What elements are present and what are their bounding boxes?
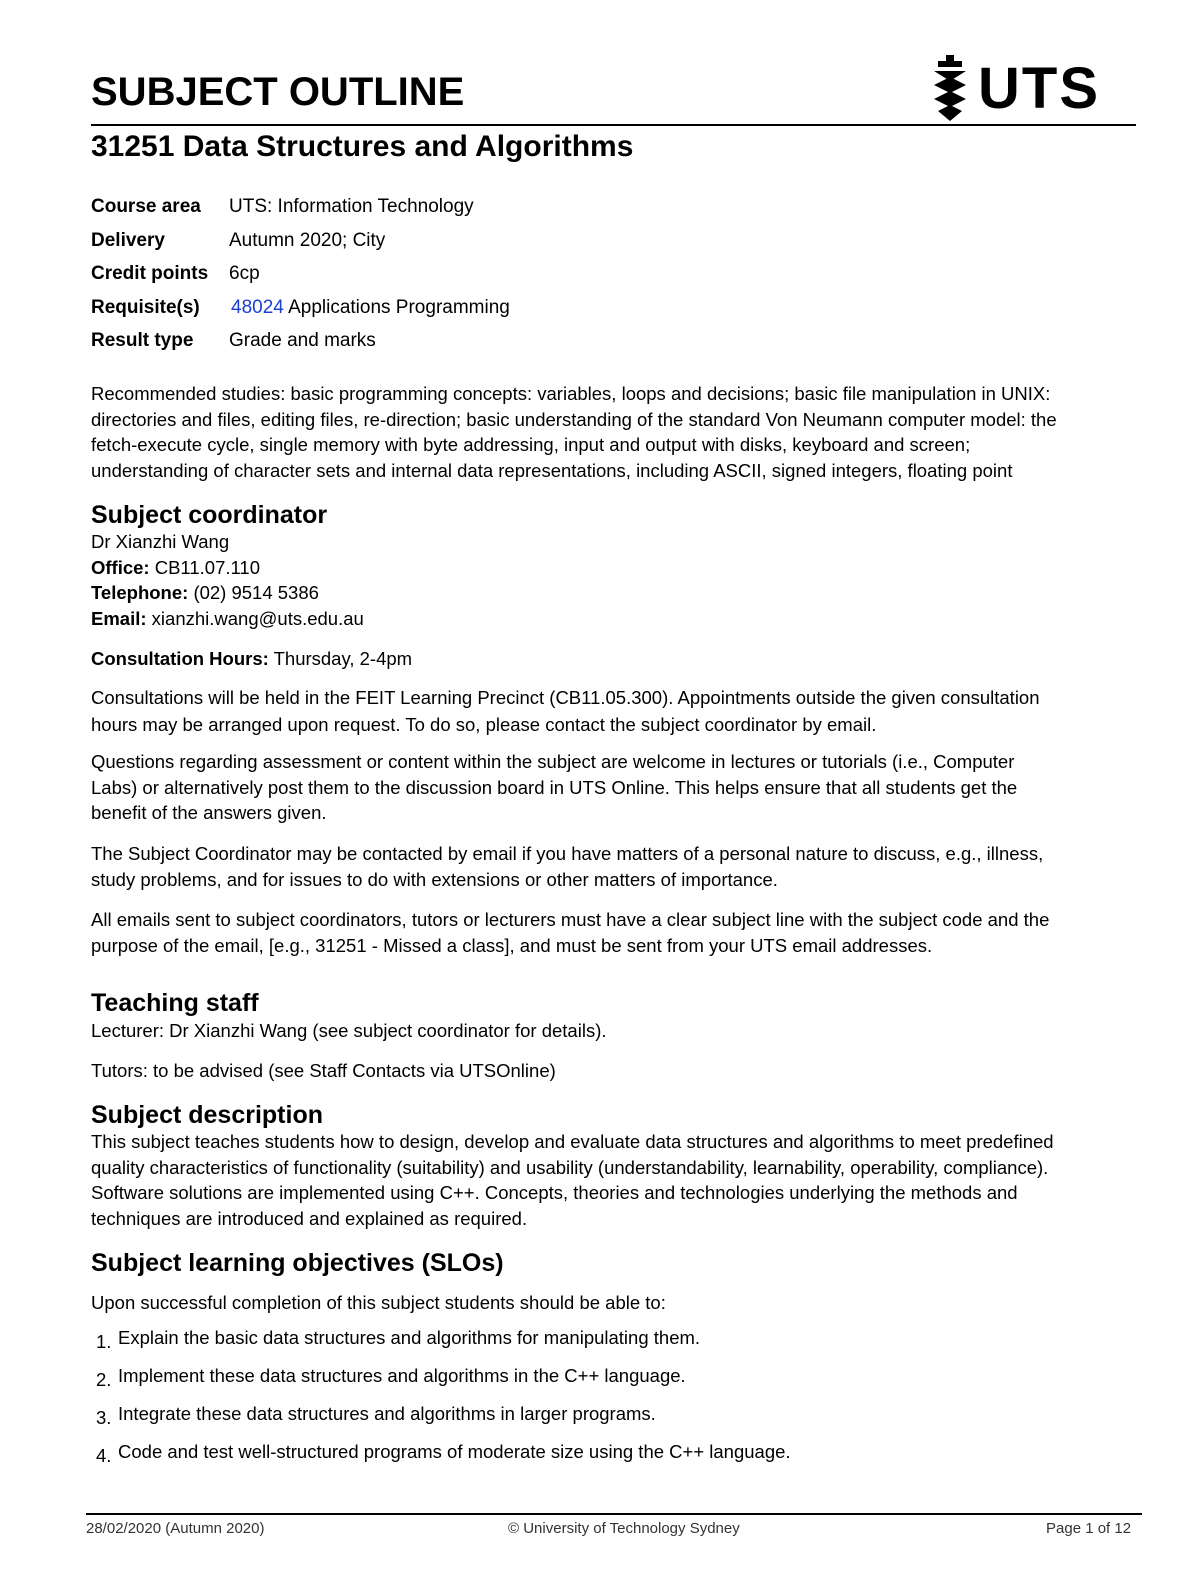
telephone-value: (02) 9514 5386 bbox=[193, 582, 319, 604]
tutors-line: Tutors: to be advised (see Staff Contacts via UTSOnline) bbox=[91, 1060, 556, 1081]
text-line: The Subject Coordinator may be contacted by email if you have matters of a personal nature to discuss, e.g., illness, bbox=[91, 843, 1044, 864]
detail-label: Course area bbox=[91, 196, 201, 217]
text-line: Software solutions are implemented using C++. Concepts, theories and technologies underlying the methods and bbox=[91, 1182, 1018, 1204]
text-line: fetch-execute cycle, single memory with byte addressing, input and output with disks, keyboard and screen; bbox=[91, 434, 971, 456]
text-line: directories and files, editing files, re-direction; basic understanding of the standard Von Neumann computer model: the bbox=[91, 408, 1057, 430]
detail-row-result-type bbox=[91, 324, 1091, 358]
questions-paragraph bbox=[91, 749, 1131, 826]
consultation-hours bbox=[91, 646, 1131, 672]
list-item bbox=[91, 1401, 1131, 1439]
coordinator-name: Dr Xianzhi Wang bbox=[91, 531, 230, 552]
uts-logo bbox=[928, 55, 1100, 123]
detail-label: Delivery bbox=[91, 229, 165, 251]
detail-row-delivery bbox=[91, 224, 1091, 258]
detail-value: UTS: Information Technology bbox=[229, 196, 474, 217]
list-text: Code and test well-structured programs of moderate size using the C++ language. bbox=[118, 1441, 791, 1462]
list-text: Implement these data structures and algorithms in the C++ language. bbox=[118, 1365, 686, 1386]
text-line: understanding of character sets and internal data representations, including ASCII, signed integers, floating point bbox=[91, 459, 1013, 481]
personal-matters-paragraph bbox=[91, 841, 1131, 892]
text-line: Recommended studies: basic programming concepts: variables, loops and decisions; basic file manipulation in UNIX: bbox=[91, 383, 1051, 404]
list-number: 2. bbox=[96, 1369, 112, 1390]
text-line: quality characteristics of functionality (suitability) and usability (understandability, learnability, operability, compliance). bbox=[91, 1156, 1049, 1178]
subject-title: 31251 Data Structures and Algorithms bbox=[91, 130, 634, 163]
text-line: This subject teaches students how to design, develop and evaluate data structures and algorithms to meet predefined bbox=[91, 1131, 1054, 1152]
detail-value: Autumn 2020; City bbox=[229, 229, 386, 251]
detail-row-requisites bbox=[91, 291, 1091, 325]
slo-list bbox=[91, 1325, 1131, 1477]
consultation-paragraph bbox=[91, 684, 1131, 738]
text-line: purpose of the email, [e.g., 31251 - Missed a class], and must be sent from your UTS email addresses. bbox=[91, 934, 933, 956]
detail-label: Result type bbox=[91, 330, 194, 352]
lecturer-line: Lecturer: Dr Xianzhi Wang (see subject coordinator for details). bbox=[91, 1020, 607, 1041]
document-title: SUBJECT OUTLINE bbox=[91, 70, 465, 114]
list-text: Integrate these data structures and algorithms in larger programs. bbox=[118, 1403, 656, 1424]
subject-details bbox=[91, 190, 1091, 358]
uts-logo-text: UTS bbox=[978, 56, 1100, 121]
list-number: 1. bbox=[96, 1331, 112, 1352]
text-line: techniques are introduced and explained as required. bbox=[91, 1207, 528, 1229]
detail-label: Requisite(s) bbox=[91, 296, 200, 318]
recommended-studies bbox=[91, 381, 1131, 483]
text-line: benefit of the answers given. bbox=[91, 802, 327, 824]
office-label: Office: bbox=[91, 556, 150, 578]
list-number: 3. bbox=[96, 1407, 112, 1428]
coordinator-contact bbox=[91, 529, 1131, 631]
slos-intro: Upon successful completion of this subject students should be able to: bbox=[91, 1292, 666, 1313]
footer-page-number: Page 1 of 12 bbox=[1046, 1520, 1132, 1537]
email-policy-paragraph bbox=[91, 907, 1131, 958]
detail-row-course-area bbox=[91, 190, 1091, 224]
footer-copyright: © University of Technology Sydney bbox=[508, 1520, 740, 1537]
list-item bbox=[91, 1363, 1131, 1401]
list-number: 4. bbox=[96, 1445, 112, 1466]
consultation-value: Thursday, 2-4pm bbox=[273, 648, 413, 669]
heading-teaching-staff: Teaching staff bbox=[91, 989, 259, 1017]
detail-value: Applications Programming bbox=[288, 296, 510, 318]
list-item bbox=[91, 1439, 1131, 1477]
heading-slos: Subject learning objectives (SLOs) bbox=[91, 1249, 504, 1277]
text-line: hours may be arranged upon request. To do so, please contact the subject coordinator by email. bbox=[91, 714, 877, 735]
text-line: Questions regarding assessment or content within the subject are welcome in lectures or tutorials (i.e., Computer bbox=[91, 751, 1015, 772]
email-label: Email: bbox=[91, 607, 147, 629]
telephone-label: Telephone: bbox=[91, 582, 189, 604]
detail-label: Credit points bbox=[91, 263, 209, 285]
heading-subject-coordinator: Subject coordinator bbox=[91, 501, 328, 529]
text-line: All emails sent to subject coordinators, tutors or lecturers must have a clear subject line with the subject code and the bbox=[91, 909, 1050, 930]
subject-description-text bbox=[91, 1129, 1131, 1231]
detail-value: 6cp bbox=[229, 263, 260, 285]
footer-date: 28/02/2020 (Autumn 2020) bbox=[86, 1520, 265, 1537]
office-value: CB11.07.110 bbox=[154, 556, 260, 578]
consultation-label: Consultation Hours: bbox=[91, 648, 269, 669]
requisite-link[interactable]: 48024 bbox=[231, 296, 284, 318]
text-line: Consultations will be held in the FEIT Learning Precinct (CB11.05.300). Appointments outside the given consultation bbox=[91, 687, 1040, 708]
heading-subject-description: Subject description bbox=[91, 1101, 323, 1129]
text-line: Labs) or alternatively post them to the discussion board in UTS Online. This helps ensure that all students get the bbox=[91, 776, 1018, 798]
uts-crest-icon bbox=[928, 55, 972, 123]
list-text: Explain the basic data structures and algorithms for manipulating them. bbox=[118, 1327, 701, 1348]
detail-row-credit-points bbox=[91, 257, 1091, 291]
email-value[interactable]: xianzhi.wang@uts.edu.au bbox=[151, 607, 364, 629]
header-rule bbox=[91, 124, 1136, 126]
list-item bbox=[91, 1325, 1131, 1363]
footer-rule bbox=[86, 1513, 1142, 1515]
detail-value: Grade and marks bbox=[229, 330, 376, 352]
text-line: study problems, and for issues to do with extensions or other matters of importance. bbox=[91, 868, 778, 890]
